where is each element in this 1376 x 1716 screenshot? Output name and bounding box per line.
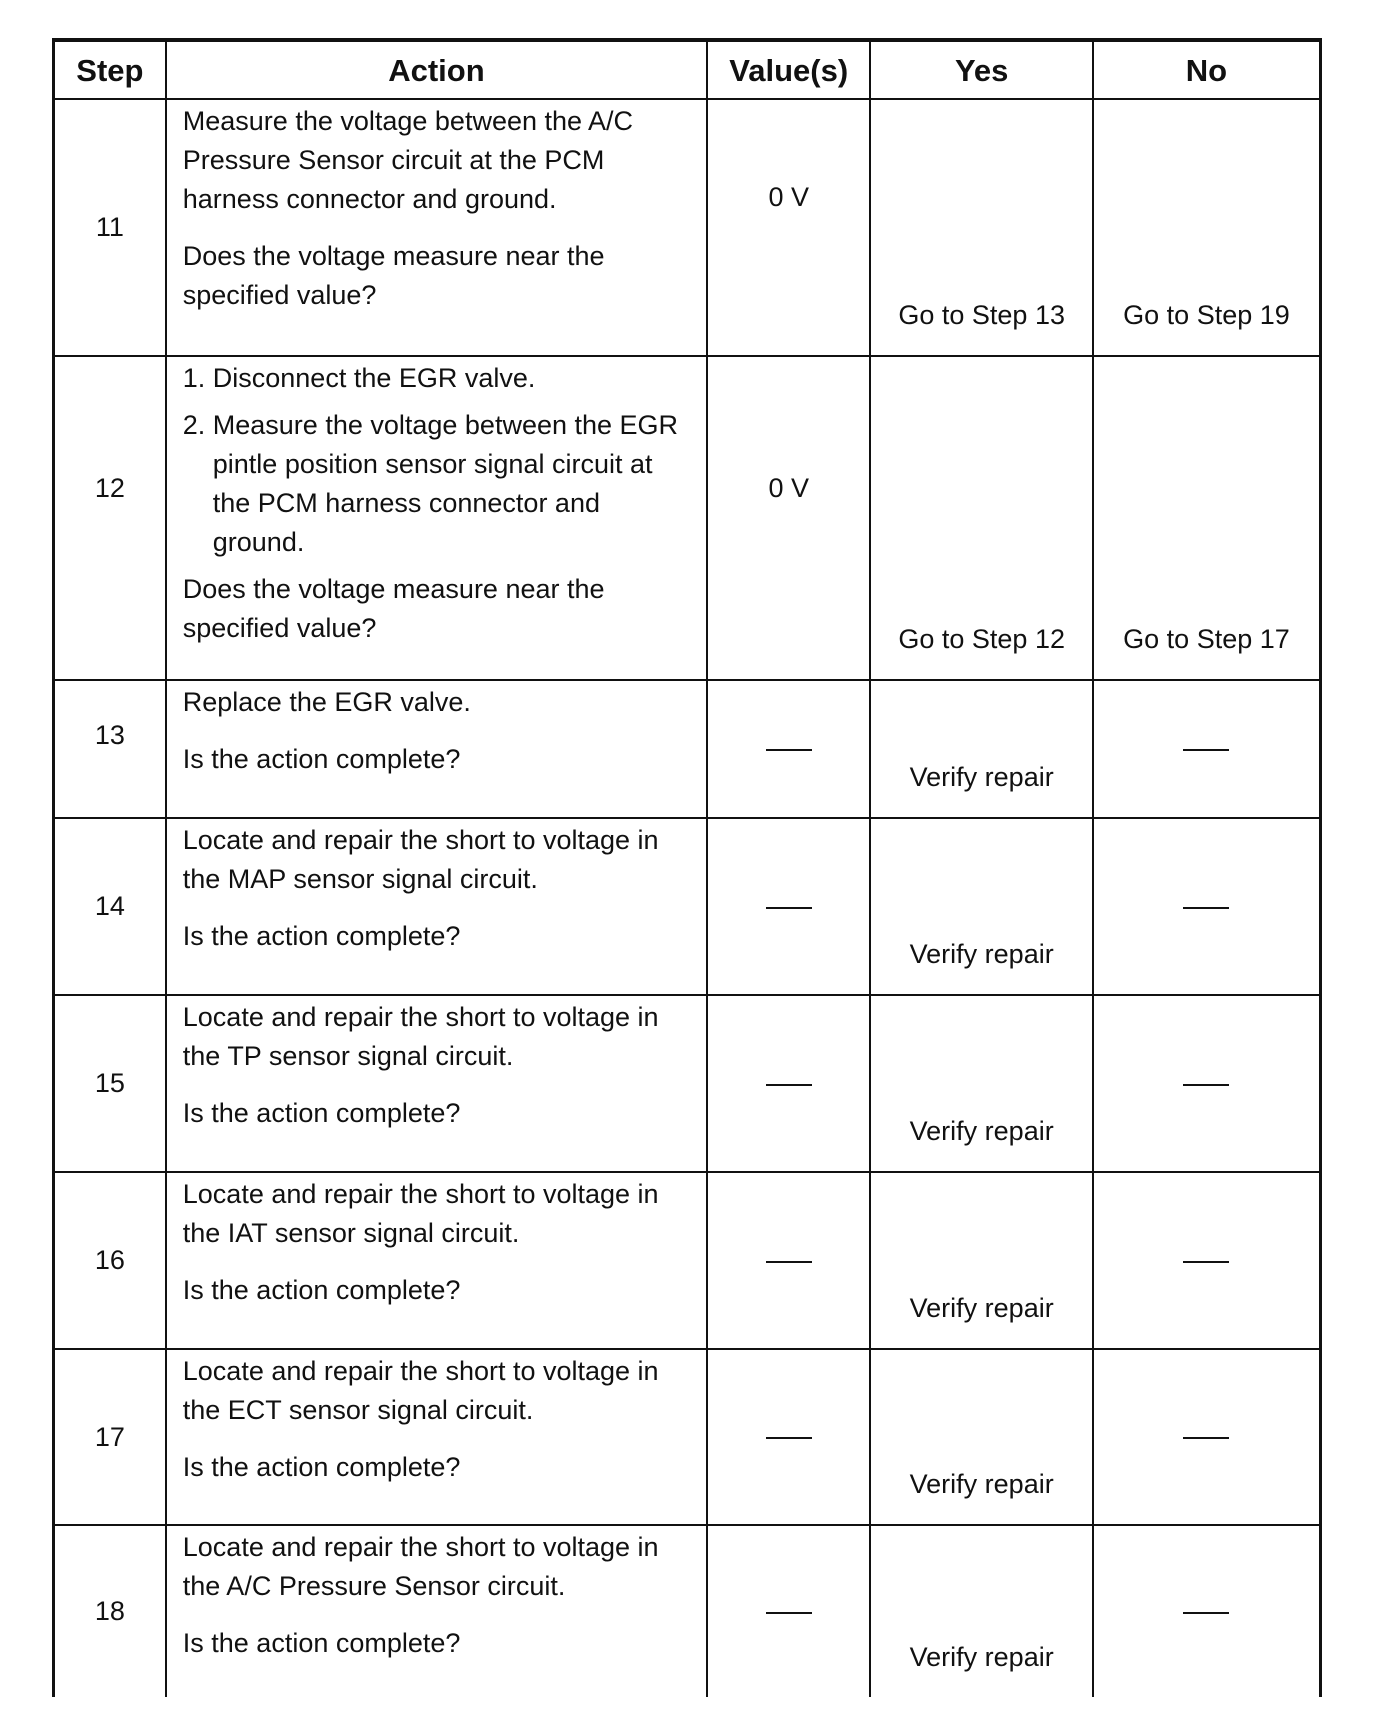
- empty-dash: [1183, 907, 1229, 909]
- value-text: 0 V: [768, 182, 809, 212]
- table-row: [54, 99, 1321, 356]
- no-cell: [1093, 680, 1321, 818]
- action-question: Is the action complete?: [182, 1098, 461, 1128]
- header-yes: Yes: [870, 40, 1093, 99]
- yes-cell: [870, 818, 1093, 995]
- value-cell: [707, 680, 870, 818]
- empty-dash: [766, 749, 812, 751]
- list-item: 1. Disconnect the EGR valve.: [182, 363, 536, 393]
- action-steps-list: [183, 359, 692, 562]
- table-row: [54, 995, 1321, 1172]
- diagnostic-table: [52, 38, 1322, 1697]
- action-cell: [166, 1349, 707, 1525]
- yes-cell: [870, 680, 1093, 818]
- header-values: Value(s): [707, 40, 870, 99]
- no-cell: [1093, 1172, 1321, 1349]
- yes-text: Verify repair: [909, 1116, 1054, 1146]
- action-text: Locate and repair the short to voltage in the IAT sensor signal circuit.: [182, 1179, 659, 1248]
- step-number: 16: [54, 1172, 166, 1349]
- action-cell: [166, 356, 707, 680]
- empty-dash: [1183, 1084, 1229, 1086]
- yes-cell: [870, 1525, 1093, 1697]
- no-cell: [1093, 995, 1321, 1172]
- list-item: 2. Measure the voltage between the EGR pintle position sensor signal circuit at the PCM harness connector and ground.: [182, 410, 679, 557]
- action-question: Is the action complete?: [182, 1275, 461, 1305]
- action-question: Is the action complete?: [182, 921, 461, 951]
- step-number: 11: [54, 99, 166, 356]
- table-row: [54, 818, 1321, 995]
- empty-dash: [1183, 1437, 1229, 1439]
- empty-dash: [766, 1612, 812, 1614]
- table-row: [54, 356, 1321, 680]
- table-row: [54, 1349, 1321, 1525]
- diagnostic-table-page: [52, 38, 1322, 1697]
- action-cell: [166, 680, 707, 818]
- step-number: 14: [54, 818, 166, 995]
- value-cell: [707, 1349, 870, 1525]
- yes-cell: [870, 99, 1093, 356]
- no-cell: [1093, 356, 1321, 680]
- empty-dash: [1183, 1261, 1229, 1263]
- yes-link[interactable]: Go to Step 13: [898, 300, 1065, 330]
- action-text: Locate and repair the short to voltage in the MAP sensor signal circuit.: [182, 825, 659, 894]
- action-text: Locate and repair the short to voltage in the A/C Pressure Sensor circuit.: [182, 1532, 659, 1601]
- action-cell: [166, 1172, 707, 1349]
- yes-text: Verify repair: [909, 1642, 1054, 1672]
- empty-dash: [1183, 1612, 1229, 1614]
- action-cell: [166, 1525, 707, 1697]
- table-row: [54, 1525, 1321, 1697]
- no-cell: [1093, 99, 1321, 356]
- value-cell: [707, 1172, 870, 1349]
- action-cell: [166, 99, 707, 356]
- header-no: No: [1093, 40, 1321, 99]
- action-question: Does the voltage measure near the specified value?: [182, 241, 605, 310]
- step-number: 13: [54, 680, 166, 818]
- no-cell: [1093, 1349, 1321, 1525]
- empty-dash: [766, 1437, 812, 1439]
- action-text: Measure the voltage between the A/C Pressure Sensor circuit at the PCM harness connector and ground.: [182, 106, 634, 214]
- step-number: 12: [54, 356, 166, 680]
- no-cell: [1093, 818, 1321, 995]
- yes-text: Verify repair: [909, 1469, 1054, 1499]
- yes-text: Verify repair: [909, 939, 1054, 969]
- value-cell: [707, 1525, 870, 1697]
- yes-cell: [870, 1349, 1093, 1525]
- yes-text: Verify repair: [909, 762, 1054, 792]
- value-cell: [707, 99, 870, 356]
- step-number: 18: [54, 1525, 166, 1697]
- table-row: [54, 680, 1321, 818]
- empty-dash: [1183, 749, 1229, 751]
- header-action: Action: [166, 40, 707, 99]
- empty-dash: [766, 1084, 812, 1086]
- yes-cell: [870, 1172, 1093, 1349]
- value-cell: [707, 995, 870, 1172]
- value-cell: [707, 818, 870, 995]
- action-question: Is the action complete?: [182, 744, 461, 774]
- action-question: Is the action complete?: [182, 1452, 461, 1482]
- table-row: [54, 1172, 1321, 1349]
- step-number: 17: [54, 1349, 166, 1525]
- value-text: 0 V: [768, 472, 809, 503]
- step-number: 15: [54, 995, 166, 1172]
- header-row: [54, 40, 1321, 99]
- action-question: Is the action complete?: [182, 1628, 461, 1658]
- action-text: Replace the EGR valve.: [182, 687, 471, 717]
- empty-dash: [766, 907, 812, 909]
- yes-cell: [870, 356, 1093, 680]
- no-link[interactable]: Go to Step 19: [1123, 300, 1290, 330]
- action-question: Does the voltage measure near the specified value?: [182, 574, 605, 643]
- action-cell: [166, 995, 707, 1172]
- no-cell: [1093, 1525, 1321, 1697]
- yes-cell: [870, 995, 1093, 1172]
- empty-dash: [766, 1261, 812, 1263]
- action-cell: [166, 818, 707, 995]
- action-text: Locate and repair the short to voltage in the ECT sensor signal circuit.: [182, 1356, 659, 1425]
- value-cell: [707, 356, 870, 680]
- yes-text: Verify repair: [909, 1293, 1054, 1323]
- yes-link[interactable]: Go to Step 12: [898, 624, 1065, 654]
- header-step: Step: [54, 40, 166, 99]
- no-link[interactable]: Go to Step 17: [1123, 624, 1290, 654]
- action-text: Locate and repair the short to voltage in the TP sensor signal circuit.: [182, 1002, 659, 1071]
